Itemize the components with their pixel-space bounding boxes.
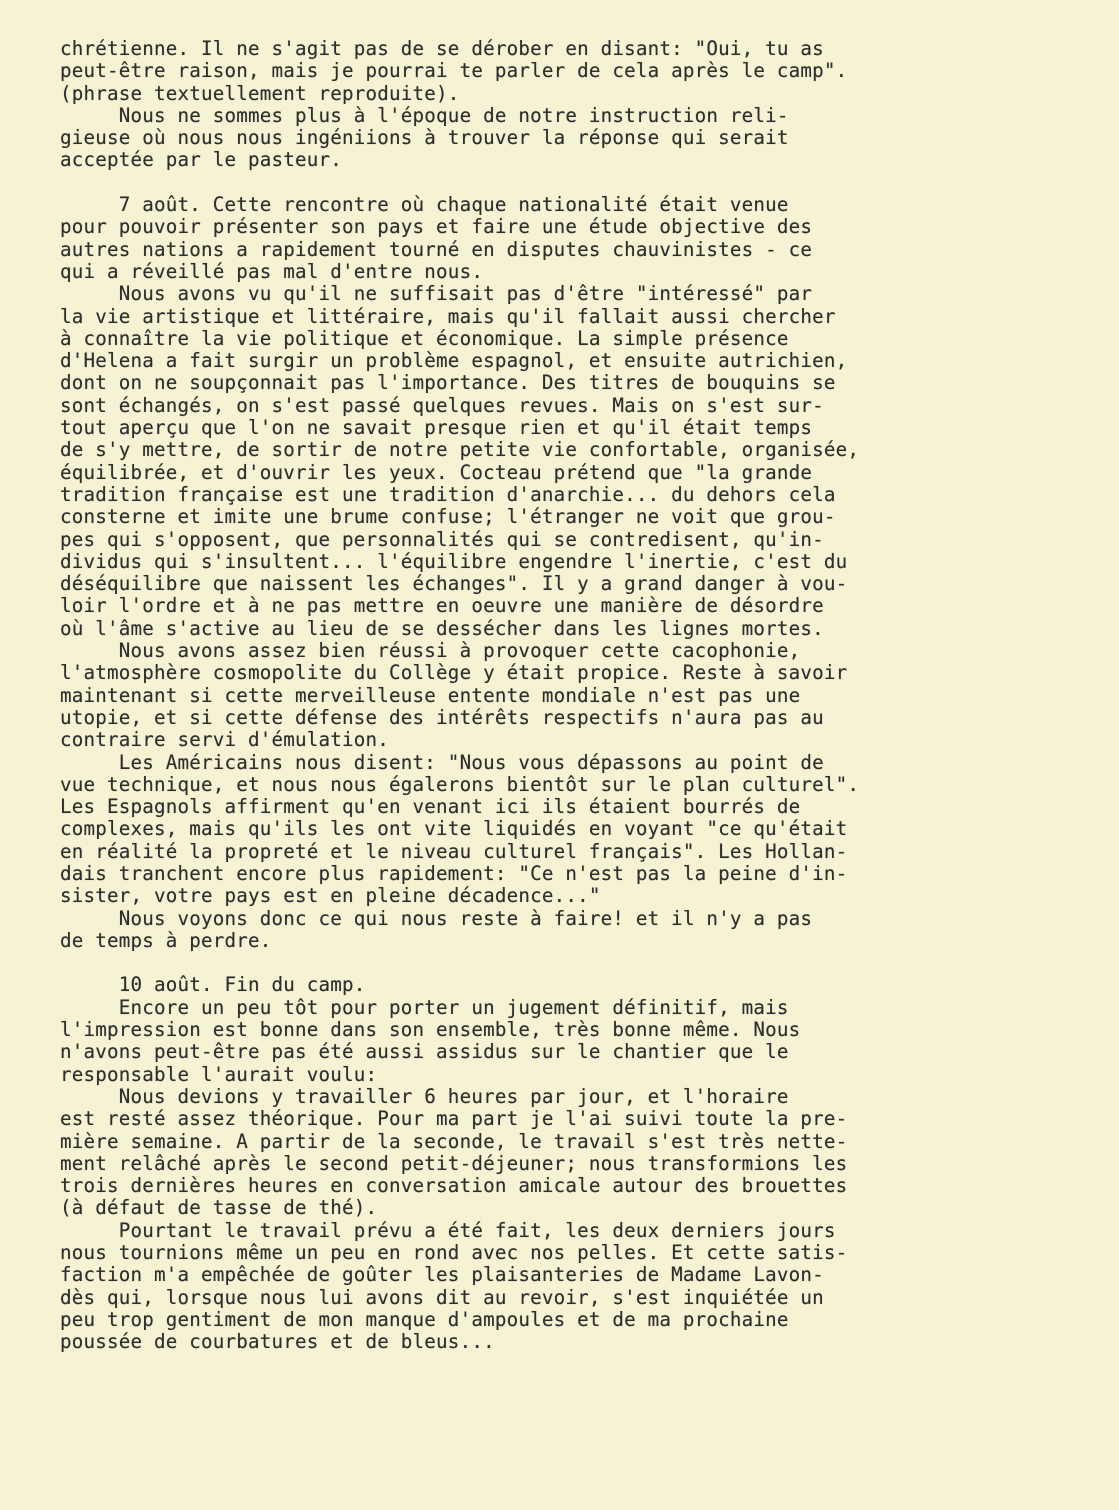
text-line: loir l'ordre et à ne pas mettre en oeuvre une manière de désordre: [60, 594, 824, 618]
paragraph: [60, 752, 1065, 908]
paragraph: [60, 640, 1065, 751]
paragraph-gap: [60, 172, 1065, 194]
text-line: poussée de courbatures et de bleus...: [60, 1330, 495, 1354]
text-line: pes qui s'opposent, que personnalités qui se contredisent, qu'in-: [60, 527, 824, 551]
text-line: pour pouvoir présenter son pays et faire une étude objective des: [60, 215, 813, 239]
text-line: consterne et imite une brume confuse; l'étranger ne voit que grou-: [60, 505, 836, 529]
typed-text-body: [60, 38, 1065, 1354]
paragraph: [60, 283, 1065, 640]
text-line: Encore un peu tôt pour porter un jugement définitif, mais: [60, 995, 789, 1019]
text-line: [60, 172, 1065, 194]
text-line: n'avons peut-être pas été aussi assidus sur le chantier que le: [60, 1040, 789, 1064]
text-line: la vie artistique et littéraire, mais qu'il fallait aussi chercher: [60, 304, 836, 328]
text-line: Nous ne sommes plus à l'époque de notre instruction reli-: [60, 103, 789, 127]
text-line: est resté assez théorique. Pour ma part je l'ai suivi toute la pre-: [60, 1107, 848, 1131]
text-line: dès qui, lorsque nous lui avons dit au revoir, s'est inquiétée un: [60, 1285, 824, 1309]
paragraph: [60, 1220, 1065, 1354]
text-line: peu trop gentiment de mon manque d'ampoules et de ma prochaine: [60, 1307, 789, 1331]
text-line: nous tournions même un peu en rond avec nos pelles. Et cette satis-: [60, 1241, 848, 1265]
paragraph: [60, 194, 1065, 283]
text-line: de temps à perdre.: [60, 928, 272, 952]
text-line: acceptée par le pasteur.: [60, 148, 343, 172]
text-line: dividus qui s'insultent... l'équilibre engendre l'inertie, c'est du: [60, 549, 848, 573]
text-line: utopie, et si cette défense des intérêts respectifs n'aura pas au: [60, 705, 824, 729]
text-line: d'Helena a fait surgir un problème espagnol, et ensuite autrichien,: [60, 349, 848, 373]
text-line: déséquilibre que naissent les échanges". Il y a grand danger à vou-: [60, 572, 848, 596]
text-line: l'atmosphère cosmopolite du Collège y était propice. Reste à savoir: [60, 661, 848, 685]
text-line: où l'âme s'active au lieu de se dessécher dans les lignes mortes.: [60, 616, 824, 640]
text-line: maintenant si cette merveilleuse entente mondiale n'est pas une: [60, 683, 801, 707]
text-line: responsable l'aurait voulu:: [60, 1062, 378, 1086]
paragraph: [60, 105, 1065, 172]
paragraph: [60, 38, 1065, 105]
paragraph: [60, 997, 1065, 1086]
text-line: Les Espagnols affirment qu'en venant ici ils étaient bourrés de: [60, 795, 801, 819]
text-line: gieuse où nous nous ingéniions à trouver la réponse qui serait: [60, 126, 789, 150]
text-line: tout aperçu que l'on ne savait presque rien et qu'il était temps: [60, 416, 813, 440]
text-line: l'impression est bonne dans son ensemble, très bonne même. Nous: [60, 1018, 801, 1042]
text-line: en réalité la propreté et le niveau culturel français". Les Hollan-: [60, 839, 848, 863]
text-line: mière semaine. A partir de la seconde, le travail s'est très nette-: [60, 1129, 848, 1153]
text-line: à connaître la vie politique et économique. La simple présence: [60, 326, 789, 350]
text-line: 7 août. Cette rencontre où chaque nationalité était venue: [60, 193, 789, 217]
text-line: [60, 952, 1065, 974]
text-line: Nous voyons donc ce qui nous reste à faire! et il n'y a pas: [60, 906, 813, 930]
text-line: (phrase textuellement reproduite).: [60, 81, 460, 105]
text-line: tradition française est une tradition d'anarchie... du dehors cela: [60, 482, 836, 506]
text-line: vue technique, et nous nous égalerons bientôt sur le plan culturel".: [60, 772, 860, 796]
text-line: sont échangés, on s'est passé quelques revues. Mais on s'est sur-: [60, 393, 824, 417]
text-line: Nous devions y travailler 6 heures par jour, et l'horaire: [60, 1084, 789, 1108]
text-line: complexes, mais qu'ils les ont vite liquidés en voyant "ce qu'était: [60, 817, 848, 841]
text-line: faction m'a empêchée de goûter les plaisanteries de Madame Lavon-: [60, 1263, 824, 1287]
text-line: de s'y mettre, de sortir de notre petite vie confortable, organisée,: [60, 438, 860, 462]
text-line: trois dernières heures en conversation amicale autour des brouettes: [60, 1174, 848, 1198]
text-line: Nous avons vu qu'il ne suffisait pas d'être "intéressé" par: [60, 282, 813, 306]
paragraph-gap: [60, 952, 1065, 974]
text-line: Les Américains nous disent: "Nous vous dépassons au point de: [60, 750, 824, 774]
text-line: Nous avons assez bien réussi à provoquer cette cacophonie,: [60, 639, 801, 663]
text-line: qui a réveillé pas mal d'entre nous.: [60, 259, 484, 283]
text-line: ment relâché après le second petit-déjeuner; nous transformions les: [60, 1151, 848, 1175]
text-line: peut-être raison, mais je pourrai te parler de cela après le camp".: [60, 59, 848, 83]
text-line: (à défaut de tasse de thé).: [60, 1196, 378, 1220]
text-line: sister, votre pays est en pleine décadence...": [60, 884, 601, 908]
text-line: contraire servi d'émulation.: [60, 728, 390, 752]
paragraph: [60, 908, 1065, 953]
text-line: autres nations a rapidement tourné en disputes chauvinistes - ce: [60, 237, 813, 261]
text-line: chrétienne. Il ne s'agit pas de se dérober en disant: "Oui, tu as: [60, 37, 824, 60]
text-line: 10 août. Fin du camp.: [60, 973, 366, 997]
paragraph: [60, 974, 1065, 996]
text-line: Pourtant le travail prévu a été fait, les deux derniers jours: [60, 1218, 836, 1242]
paragraph: [60, 1086, 1065, 1220]
text-line: dais tranchent encore plus rapidement: "Ce n'est pas la peine d'in-: [60, 861, 848, 885]
text-line: dont on ne soupçonnait pas l'importance. Des titres de bouquins se: [60, 371, 836, 395]
text-line: équilibrée, et d'ouvrir les yeux. Cocteau prétend que "la grande: [60, 460, 813, 484]
